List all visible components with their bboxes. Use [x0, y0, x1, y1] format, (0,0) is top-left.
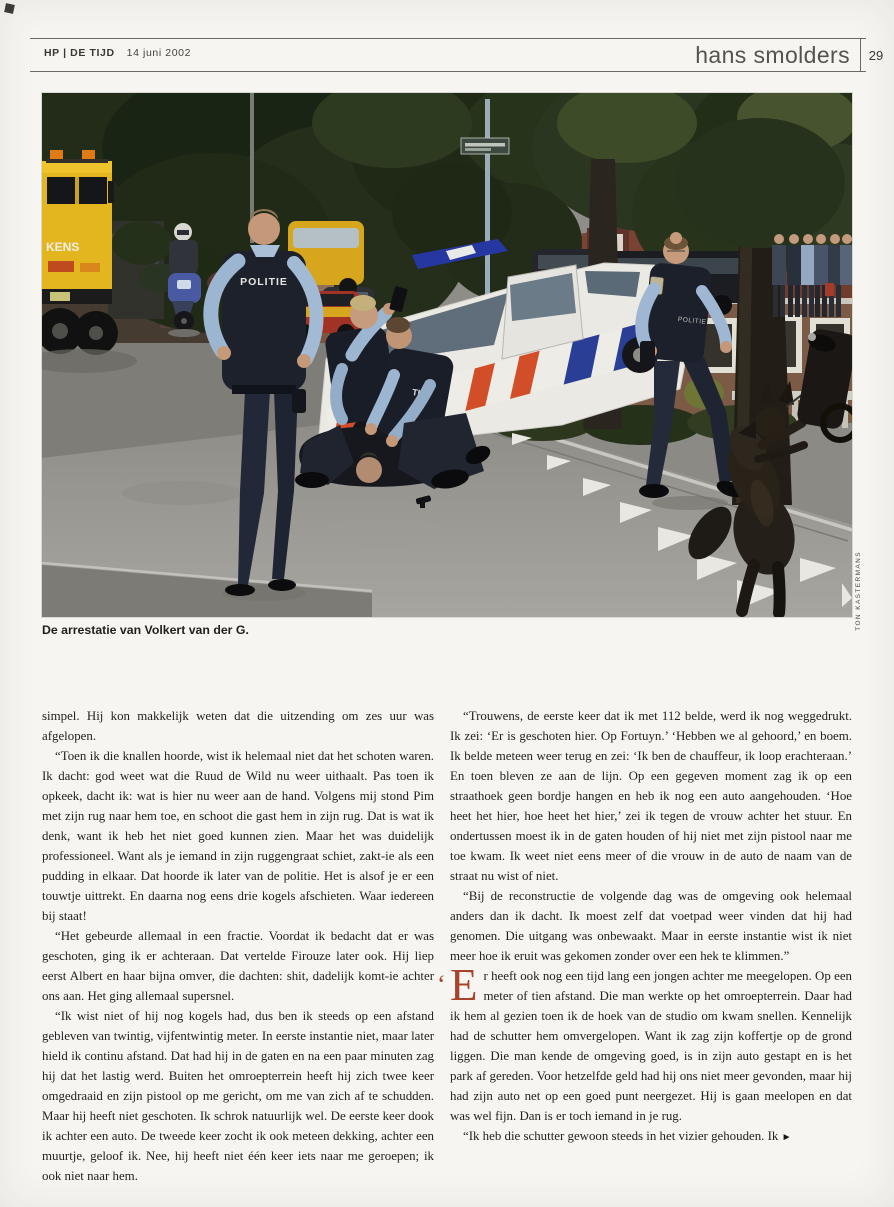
header-rule-bottom: [30, 71, 866, 72]
truck-text: KENS: [46, 240, 80, 254]
scooter-headlight: [177, 280, 191, 289]
paragraph: “Ik wist niet of hij nog kogels had, dus ben ik steeds op een afstand gebleven van twintig, vijfentwintig meter. In eerste instantie niet, maar later hield ik continu afstand. Dat had hij in de gaten en na een paar minuten zag hij dat het lastig werd. Buiten het omroepterrein heeft hij zich twee keer omgedraaid en zijn pistool op me gericht, om me van zich af te schudden. Maar hij heeft niet geschoten. Ik schrok natuurlijk wel. De eerste keer dook ik achter een auto. De tweede keer zocht ik ook meteen dekking, achter een muurtje, geloof ik. Nee, hij heeft niet één keer iets naar me geroepen; ik ook niet naar hem.: [42, 1009, 434, 1183]
photographer-credit: TON KASTERMANS: [855, 551, 862, 631]
scan-artifact: [4, 3, 15, 14]
paragraph-text: r heeft ook nog een tijd lang een jongen achter me meegelopen. Op een meter of tien afstand. Die man werkte op het omroepterrein. Daar had ik hem al gezien toen ik de hoek van de studio om kwam snellen. Kennelijk had de schutter hem omvergelopen. Want ik zag zijn koffertje op de grond liggen. Die man kende de omgeving goed, is in zijn auto gestapt en is het park af gereden. Voor hetzelfde geld had hij ons niet meer gevonden, maar hij had zijn auto net op een goed punt neergezet. Hij is gaan meelopen en dat was wel fijn. Dan is er toch iemand in je rug.: [450, 969, 852, 1123]
arrest-photo-scene: [42, 93, 852, 617]
vest-back-text: POLITIE: [677, 316, 707, 326]
paragraph: “Trouwens, de eerste keer dat ik met 112 belde, werd ik nog weggedrukt. Ik zei: ‘Er is geschoten hier. Op Fortuyn.’ ‘Hebben we al gehoord,’ en boem. Ik belde meteen weer terug en zei: ‘Ik ben de chauffeur, ik loop erachteraan.’ En toen bleven ze aan de lijn. Op een gegeven moment zag ik op een straathoek geen bordje hangen en heb ik nog een auto aangehouden. ‘Hoe heet het hier, hoe heet het hier,’ zei ik tegen de vrouw achter het stuur. En ondertussen moest ik in de gaten houden of hij niet met zijn pistool naar me toe kwam. Ik weet niet eens meer of die vrouw in de auto de naam van de straat nu wist of niet.: [450, 709, 852, 883]
officer-head: [248, 213, 280, 245]
arrest-photo: [42, 93, 852, 617]
suspect-head: [356, 457, 382, 483]
magazine-title-block: [44, 47, 191, 59]
magazine-title: HP | DE TIJD: [44, 47, 115, 59]
paragraph: [450, 1126, 852, 1148]
vest-text-partial: TIE: [411, 387, 427, 399]
author-name: hans smolders: [695, 42, 850, 68]
holster: [640, 341, 655, 367]
photo-caption: De arrestatie van Volkert van der G.: [42, 623, 249, 637]
article-column-left: [42, 706, 434, 1186]
page-number: 29: [868, 48, 884, 63]
paragraph-with-dropcap: [437, 960, 852, 1126]
article-column-right: [437, 706, 852, 1148]
issue-date: 14 juni 2002: [126, 47, 192, 59]
header-rule-top: [30, 38, 866, 39]
vest-text: POLITIE: [240, 276, 288, 288]
paragraph-text: “Ik heb die schutter gewoon steeds in het vizier gehouden. Ik: [463, 1129, 779, 1143]
paragraph: “Het gebeurde allemaal in een fractie. Voordat ik bedacht dat er was geschoten, ging ik er achteraan. Dat vertelde Firouze later ook. Hij liep eerst Albert en haar bijna omver, die dachten: shit, dadelijk komt-ie achter ons aan. Het ging allemaal supersnel.: [42, 929, 434, 1003]
dropcap-quote: ‘: [437, 970, 446, 999]
bystanders: [772, 234, 852, 317]
paragraph: “Toen ik die knallen hoorde, wist ik helemaal niet dat het schoten waren. Ik dacht: god weet wat die Ruud de Wild nu weer uithaalt. Pas toen ik opkeek, dacht ik: wat is hier nu weer aan de hand. Volgens mij stond Pim met zijn rug naar hem toe, en schoot die gast hem in zijn rug. Dat is wat ik denk, want ik heb het niet goed kunnen zien. Maar het was duidelijk professioneel. Want als je iemand in zijn ruggengraat schiet, zakt-ie als een pudding in elkaar. Dat hoorde ik later van de politie. Het is alsof je er een touwtje uittrekt. En daarna nog eens drie kogels afschieten. Waar iedereen bij staat!: [42, 749, 434, 923]
dropcap-letter: E: [450, 960, 478, 1010]
paragraph: “Bij de reconstructie de volgende dag was de omgeving ook helemaal anders dan ik dacht. Ik moest zelf dat voetpad weer vinden dat hij had genomen. Die uitgang was onbewaakt. Maar in eerste instantie wist ik niet meer hoe ik eruit was gekomen zonder over een hek te klimmen.”: [450, 889, 852, 963]
continuation-arrow: ►: [781, 1132, 792, 1143]
paragraph: simpel. Hij kon makkelijk weten dat die uitzending om zes uur was afgelopen.: [42, 709, 434, 743]
